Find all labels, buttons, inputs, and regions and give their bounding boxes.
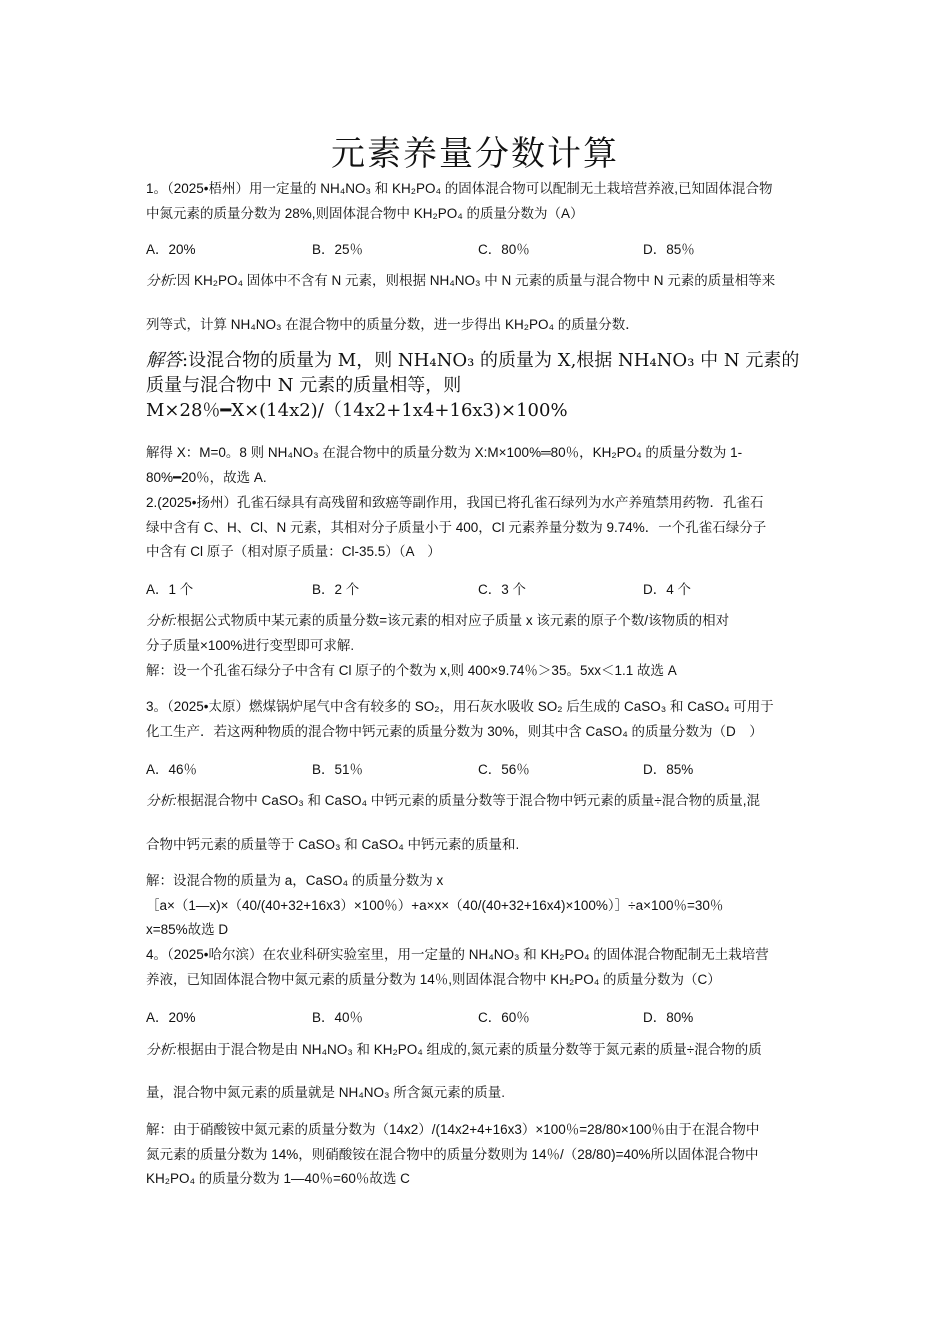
q2-option-b: B．2 个 [312,582,360,597]
q1-answer-2: 质量与混合物中 N 元素的质量相等，则 [146,375,462,396]
q3-solve-2: ［a×（1—x)×（40/(40+32+16x3）×100％）+a×x×（40/(40+32+16x4)×100%）］÷a×100％=30％ [146,898,724,913]
q3-line-1: 3。（2025•太原）燃煤锅炉尾气中含有较多的 SO₂，用石灰水吸收 SO₂ 后生成的 CaSO₃ 和 CaSO₄ 可用于 [146,699,774,714]
q4-solve-2: 氮元素的质量分数为 14%，则硝酸铵在混合物中的质量分数则为 14％/（28/80)=40%所以固体混合物中 [146,1147,759,1162]
q1-answer-3: M×28％━X×(14x2)/（14x2+1x4+16x3)×100% [146,400,568,421]
analysis-label: 分析: [146,793,177,808]
analysis-label: 分析: [146,1042,177,1057]
q3-analysis-1: 分析:根据混合物中 CaSO₃ 和 CaSO₄ 中钙元素的质量分数等于混合物中钙元素的质量÷混合物的质量,混 [146,793,760,808]
q1-answer-1: 解答:设混合物的质量为 M，则 NH₄NO₃ 的质量为 X,根据 NH₄NO₃ 中 N 元素的 [146,350,800,371]
analysis-label: 分析: [146,613,177,628]
q2-analysis-2: 分子质量×100%进行变型即可求解. [146,638,355,653]
q3-line-2: 化工生产．若这两种物质的混合物中钙元素的质量分数为 30%，则其中含 CaSO₄ 的质量分数为（D ） [146,724,763,739]
q3-option-b: B．51％ [312,762,364,777]
q3-analysis-2: 合物中钙元素的质量等于 CaSO₃ 和 CaSO₄ 中钙元素的质量和. [146,837,520,852]
q4-analysis-1: 分析:根据由于混合物是由 NH₄NO₃ 和 KH₂PO₄ 组成的,氮元素的质量分数等于氮元素的质量÷混合物的质 [146,1042,762,1057]
q4-analysis-2: 量，混合物中氮元素的质量就是 NH₄NO₃ 所含氮元素的质量. [146,1085,506,1100]
q2-option-c: C．3 个 [478,582,527,597]
q2-line-2: 绿中含有 C、H、Cl、N 元素，其相对分子质量小于 400，Cl 元素养量分数为 9.74%．一个孔雀石绿分子 [146,520,767,535]
q1-solve-2: 80%━20％，故选 A. [146,470,267,485]
q4-option-d: D．80% [643,1010,694,1025]
q3-solve-1: 解：设混合物的质量为 a，CaSO₄ 的质量分数为 x [146,873,444,888]
analysis-label: 分析: [146,273,177,288]
q1-line-2: 中氮元素的质量分数为 28%,则固体混合物中 KH₂PO₄ 的质量分数为（A） [146,206,584,221]
q2-option-a: A．1 个 [146,582,194,597]
q4-line-2: 养液，已知固体混合物中氮元素的质量分数为 14％,则固体混合物中 KH₂PO₄ 的质量分数为（C） [146,972,721,987]
q2-line-1: 2.(2025•扬州）孔雀石绿具有高残留和致癌等副作用，我国已将孔雀石绿列为水产养殖禁用药物．孔雀石 [146,495,764,510]
q1-option-a: A．20% [146,242,196,257]
q1-option-b: B．25％ [312,242,364,257]
q4-solve-3: KH₂PO₄ 的质量分数为 1—40％=60％故选 C [146,1171,410,1186]
q4-option-c: C．60％ [478,1010,530,1025]
q2-analysis-1: 分析:根据公式物质中某元素的质量分数=该元素的相对应子质量 x 该元素的原子个数/该物质的相对 [146,613,730,628]
q2-option-d: D．4 个 [643,582,692,597]
q1-analysis-1: 分析:因 KH₂PO₄ 固体中不含有 N 元素，则根据 NH₄NO₃ 中 N 元素的质量与混合物中 N 元素的质量相等来 [146,273,776,288]
q4-line-1: 4。（2025•哈尔滨）在农业科研实验室里，用一定量的 NH₄NO₃ 和 KH₂PO₄ 的固体混合物配制无土栽培营 [146,947,769,962]
q4-solve-1: 解：由于硝酸铵中氮元素的质量分数为（14x2）/(14x2+4+16x3）×100％=28/80×100％由于在混合物中 [146,1122,760,1137]
q2-solve-1: 解：设一个孔雀石绿分子中含有 Cl 原子的个数为 x,则 400×9.74％＞35。5xx＜1.1 故选 A [146,663,677,678]
q4-option-a: A．20% [146,1010,196,1025]
q3-option-a: A．46％ [146,762,198,777]
q4-option-b: B．40％ [312,1010,364,1025]
q1-solve-1: 解得 X：M=0。8 则 NH₄NO₃ 在混合物中的质量分数为 X:M×100%═80％，KH₂PO₄ 的质量分数为 1- [146,445,743,460]
q1-line-1: 1。（2025•梧州）用一定量的 NH₄NO₃ 和 KH₂PO₄ 的固体混合物可以配制无土栽培营养液,已知固体混合物 [146,181,773,196]
answer-label: 解答 [146,350,182,371]
q1-option-c: C．80％ [478,242,530,257]
q3-solve-3: x=85%故选 D [146,922,229,937]
q1-option-d: D．85％ [643,242,695,257]
q1-analysis-2: 列等式，计算 NH₄NO₃ 在混合物中的质量分数，进一步得出 KH₂PO₄ 的质量分数． [146,317,639,332]
q2-line-3: 中含有 Cl 原子（相对原子质量：Cl-35.5）（A ） [146,544,441,559]
q3-option-d: D．85% [643,762,694,777]
q3-option-c: C．56％ [478,762,530,777]
page-title: 元素养量分数计算 [331,134,619,174]
